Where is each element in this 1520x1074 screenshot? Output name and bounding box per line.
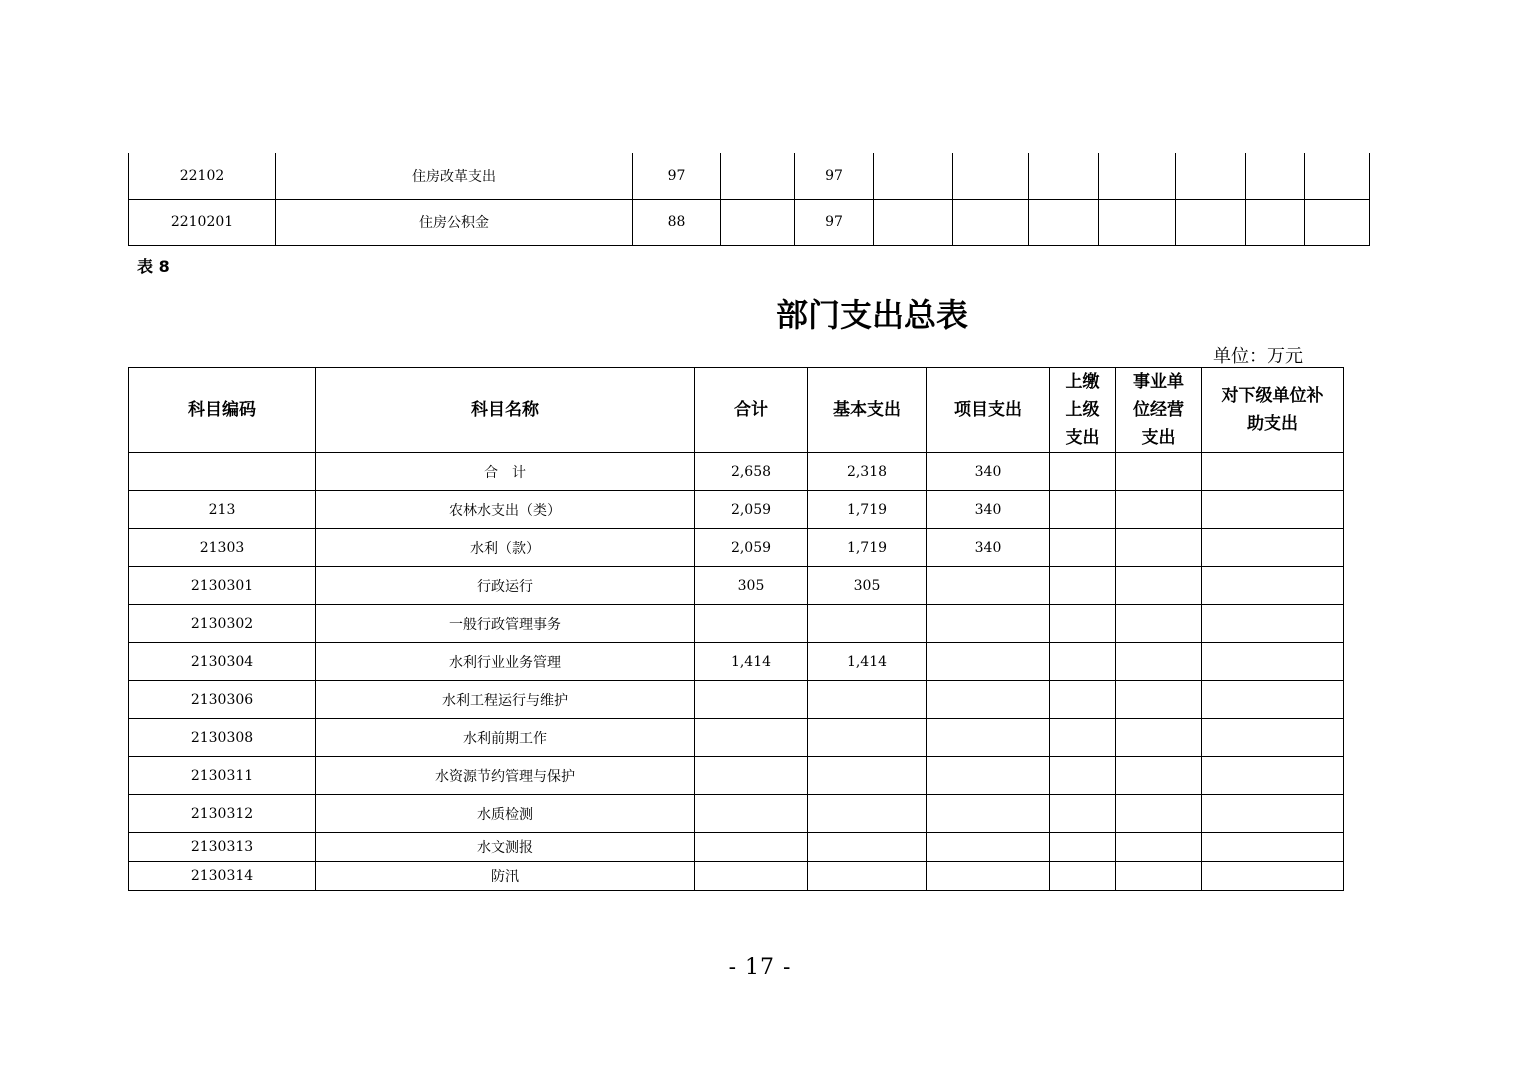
- cell-basic: [808, 757, 927, 795]
- cell-total: [695, 795, 808, 833]
- cell-business: [1116, 567, 1202, 605]
- cell-value: 97: [795, 153, 874, 199]
- table-header-row: [129, 368, 1344, 453]
- cell-subsidy: [1202, 605, 1344, 643]
- cell-value: [1246, 153, 1305, 199]
- cell-business: [1116, 605, 1202, 643]
- cell-business: [1116, 719, 1202, 757]
- previous-table: [128, 153, 1370, 246]
- cell-value: [874, 199, 953, 245]
- cell-code: 2130312: [129, 795, 316, 833]
- cell-project: [927, 719, 1050, 757]
- table-row: [129, 719, 1344, 757]
- cell-value: [1176, 199, 1246, 245]
- cell-value: [1099, 199, 1176, 245]
- cell-project: [927, 567, 1050, 605]
- cell-code: 21303: [129, 529, 316, 567]
- cell-value: [953, 153, 1029, 199]
- cell-upper: [1050, 862, 1116, 891]
- cell-basic: [808, 681, 927, 719]
- cell-business: [1116, 453, 1202, 491]
- cell-project: [927, 757, 1050, 795]
- cell-subsidy: [1202, 643, 1344, 681]
- cell-total: 1,414: [695, 643, 808, 681]
- cell-code: 213: [129, 491, 316, 529]
- table-row: [129, 491, 1344, 529]
- cell-total: 2,059: [695, 529, 808, 567]
- cell-upper: [1050, 643, 1116, 681]
- cell-code: 2130313: [129, 833, 316, 862]
- cell-upper: [1050, 529, 1116, 567]
- cell-code: 2210201: [129, 199, 276, 245]
- cell-business: [1116, 491, 1202, 529]
- cell-code: 2130308: [129, 719, 316, 757]
- cell-basic: [808, 719, 927, 757]
- cell-project: [927, 862, 1050, 891]
- header-code: 科目编码: [129, 368, 316, 453]
- cell-code: 2130302: [129, 605, 316, 643]
- cell-name: 防汛: [316, 862, 695, 891]
- cell-name: 水利行业业务管理: [316, 643, 695, 681]
- cell-value: [721, 199, 795, 245]
- cell-upper: [1050, 605, 1116, 643]
- cell-name: 行政运行: [316, 567, 695, 605]
- cell-code: [129, 453, 316, 491]
- table-row: [129, 643, 1344, 681]
- cell-project: [927, 681, 1050, 719]
- cell-subsidy: [1202, 453, 1344, 491]
- cell-name: 水文测报: [316, 833, 695, 862]
- cell-total: 305: [695, 567, 808, 605]
- cell-upper: [1050, 795, 1116, 833]
- cell-subsidy: [1202, 681, 1344, 719]
- header-total: 合计: [695, 368, 808, 453]
- cell-name: 一般行政管理事务: [316, 605, 695, 643]
- cell-subsidy: [1202, 719, 1344, 757]
- cell-code: 2130301: [129, 567, 316, 605]
- cell-name: 住房公积金: [276, 199, 633, 245]
- cell-basic: 2,318: [808, 453, 927, 491]
- unit-label: 单位：万元: [1213, 346, 1303, 367]
- header-subsidy: 对下级单位补助支出: [1202, 368, 1344, 453]
- table-row: [129, 681, 1344, 719]
- cell-total: 2,658: [695, 453, 808, 491]
- cell-basic: 1,719: [808, 529, 927, 567]
- cell-value: [874, 153, 953, 199]
- cell-value: [953, 199, 1029, 245]
- cell-total: 2,059: [695, 491, 808, 529]
- cell-upper: [1050, 453, 1116, 491]
- expenditure-table: [128, 367, 1344, 891]
- cell-upper: [1050, 833, 1116, 862]
- cell-basic: [808, 605, 927, 643]
- cell-basic: 1,414: [808, 643, 927, 681]
- cell-value: [1176, 153, 1246, 199]
- table-number-label: 表 8: [137, 257, 170, 276]
- cell-upper: [1050, 681, 1116, 719]
- cell-name: 合 计: [316, 453, 695, 491]
- table-row: [129, 199, 1370, 245]
- cell-upper: [1050, 719, 1116, 757]
- cell-project: [927, 833, 1050, 862]
- table-row: [129, 529, 1344, 567]
- cell-upper: [1050, 757, 1116, 795]
- cell-project: 340: [927, 491, 1050, 529]
- cell-name: 水利工程运行与维护: [316, 681, 695, 719]
- header-basic: 基本支出: [808, 368, 927, 453]
- cell-project: [927, 795, 1050, 833]
- header-name: 科目名称: [316, 368, 695, 453]
- table-row: [129, 833, 1344, 862]
- header-upper: 上缴上级支出: [1050, 368, 1116, 453]
- table-row: [129, 795, 1344, 833]
- cell-code: 2130304: [129, 643, 316, 681]
- cell-name: 农林水支出（类）: [316, 491, 695, 529]
- cell-business: [1116, 529, 1202, 567]
- cell-value: [721, 153, 795, 199]
- cell-value: [1099, 153, 1176, 199]
- cell-subsidy: [1202, 862, 1344, 891]
- cell-subsidy: [1202, 529, 1344, 567]
- cell-project: [927, 605, 1050, 643]
- cell-project: [927, 643, 1050, 681]
- cell-subsidy: [1202, 795, 1344, 833]
- cell-subsidy: [1202, 567, 1344, 605]
- cell-value: 97: [795, 199, 874, 245]
- cell-code: 2130314: [129, 862, 316, 891]
- cell-upper: [1050, 567, 1116, 605]
- cell-total: [695, 605, 808, 643]
- cell-name: 住房改革支出: [276, 153, 633, 199]
- cell-code: 2130306: [129, 681, 316, 719]
- cell-basic: 305: [808, 567, 927, 605]
- cell-total: [695, 681, 808, 719]
- cell-value: [1305, 153, 1370, 199]
- cell-value: 88: [633, 199, 721, 245]
- cell-value: [1029, 199, 1099, 245]
- table-row: [129, 567, 1344, 605]
- cell-total: [695, 757, 808, 795]
- cell-total: [695, 719, 808, 757]
- table-row: [129, 153, 1370, 199]
- cell-business: [1116, 643, 1202, 681]
- cell-name: 水资源节约管理与保护: [316, 757, 695, 795]
- cell-name: 水利前期工作: [316, 719, 695, 757]
- cell-total: [695, 862, 808, 891]
- table-row: [129, 862, 1344, 891]
- cell-business: [1116, 795, 1202, 833]
- cell-project: 340: [927, 529, 1050, 567]
- cell-value: [1246, 199, 1305, 245]
- table-row: [129, 605, 1344, 643]
- cell-code: 22102: [129, 153, 276, 199]
- cell-business: [1116, 681, 1202, 719]
- cell-value: [1305, 199, 1370, 245]
- table-row: [129, 757, 1344, 795]
- page-number: - 17 -: [728, 955, 792, 980]
- header-project: 项目支出: [927, 368, 1050, 453]
- cell-basic: [808, 833, 927, 862]
- table-row: [129, 453, 1344, 491]
- cell-name: 水利（款）: [316, 529, 695, 567]
- header-business: 事业单位经营支出: [1116, 368, 1202, 453]
- cell-business: [1116, 757, 1202, 795]
- cell-basic: 1,719: [808, 491, 927, 529]
- cell-subsidy: [1202, 757, 1344, 795]
- cell-code: 2130311: [129, 757, 316, 795]
- cell-name: 水质检测: [316, 795, 695, 833]
- cell-value: 97: [633, 153, 721, 199]
- cell-subsidy: [1202, 491, 1344, 529]
- cell-business: [1116, 862, 1202, 891]
- cell-total: [695, 833, 808, 862]
- cell-basic: [808, 862, 927, 891]
- cell-upper: [1050, 491, 1116, 529]
- page-title: 部门支出总表: [775, 296, 968, 334]
- cell-subsidy: [1202, 833, 1344, 862]
- cell-business: [1116, 833, 1202, 862]
- cell-project: 340: [927, 453, 1050, 491]
- cell-value: [1029, 153, 1099, 199]
- cell-basic: [808, 795, 927, 833]
